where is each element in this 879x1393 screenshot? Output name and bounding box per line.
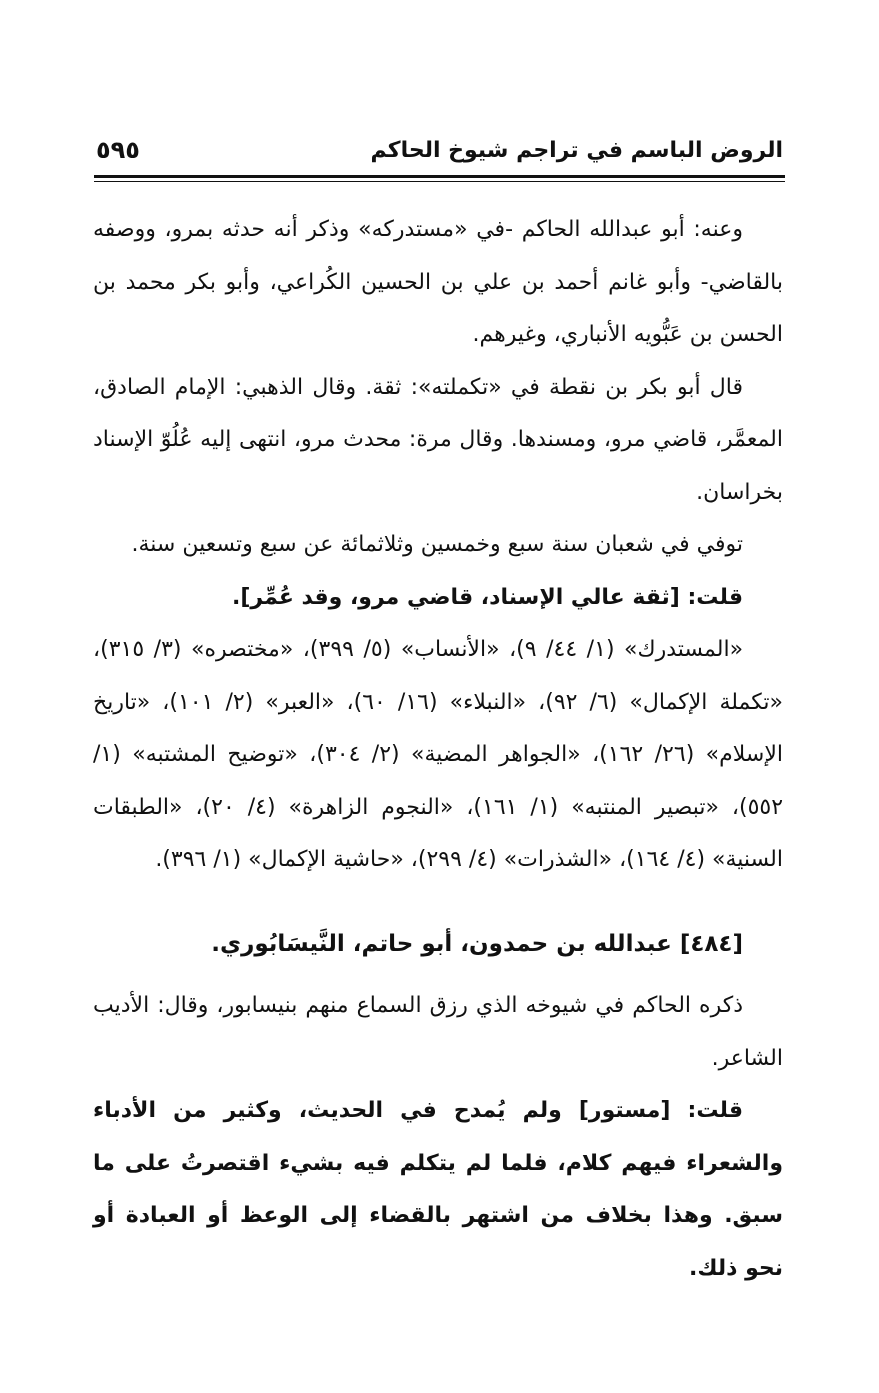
entry-484-body (93, 980, 783, 1295)
death-paragraph: توفي في شعبان سنة سبع وخمسين وثلاثمائة عن سبع وتسعين سنة. (131, 532, 743, 557)
author-verdict: قلت: [ثقة عالي الإسناد، قاضي مرو، وقد عُمِّر]. (231, 584, 743, 610)
assessment-paragraph: قال أبو بكر بن نقطة في «تكملته»: ثقة. وقال الذهبي: الإمام الصادق، المعمَّر، قاضي مرو، ومسندها. وقال مرة: محدث مرو، انتهى إليه عُلُوّ الإسناد بخراسان. (93, 374, 783, 505)
entry-heading: [٤٨٤] عبدالله بن حمدون، أبو حاتم، النَّيسَابُوري. (211, 931, 743, 957)
students-paragraph: وعنه: أبو عبدالله الحاكم -في «مستدركه» وذكر أنه حدثه بمرو، ووصفه بالقاضي- وأبو غانم أحمد بن علي بن الحسين الكُراعي، وأبو بكر محمد بن الحسن بن عَبُّويه الأنباري، وغيرهم. (93, 217, 783, 347)
page-number: ٥٩٥ (96, 136, 140, 164)
entry-verdict: قلت: [مستور] ولم يُمدح في الحديث، وكثير من الأدباء والشعراء فيهم كلام، فلما لم يتكلم فيه بشيء اقتصرتُ على ما سبق. وهذا بخلاف من اشتهر بالقضاء إلى الوعظ أو العبادة أو نحو ذلك. (93, 1098, 783, 1281)
biography-section (93, 204, 783, 887)
mention-paragraph: ذكره الحاكم في شيوخه الذي رزق السماع منهم بنيسابور، وقال: الأديب الشاعر. (93, 993, 783, 1071)
running-title: الروض الباسم في تراجم شيوخ الحاكم (370, 138, 783, 163)
header-rule-thick (94, 175, 785, 178)
sources-paragraph: «المستدرك» (١/ ٤٤/ ٩)، «الأنساب» (٥/ ٣٩٩)، «مختصره» (٣/ ٣١٥)، «تكملة الإكمال» (٦/ ٩٢)، «النبلاء» (١٦/ ٦٠)، «العبر» (٢/ ١٠١)، «تاريخ الإسلام» (٢٦/ ١٦٢)، «الجواهر المضية» (٢/ ٣٠٤)، «توضيح المشتبه» (١/ ٥٥٢)، «تبصير المنتبه» (١/ ١٦١)، «النجوم الزاهرة» (٤/ ٢٠)، «الطبقات السنية» (٤/ ١٦٤)، «الشذرات» (٤/ ٢٩٩)، «حاشية الإكمال» (١/ ٣٩٦). (93, 637, 784, 872)
header-rule-thin (94, 181, 785, 182)
